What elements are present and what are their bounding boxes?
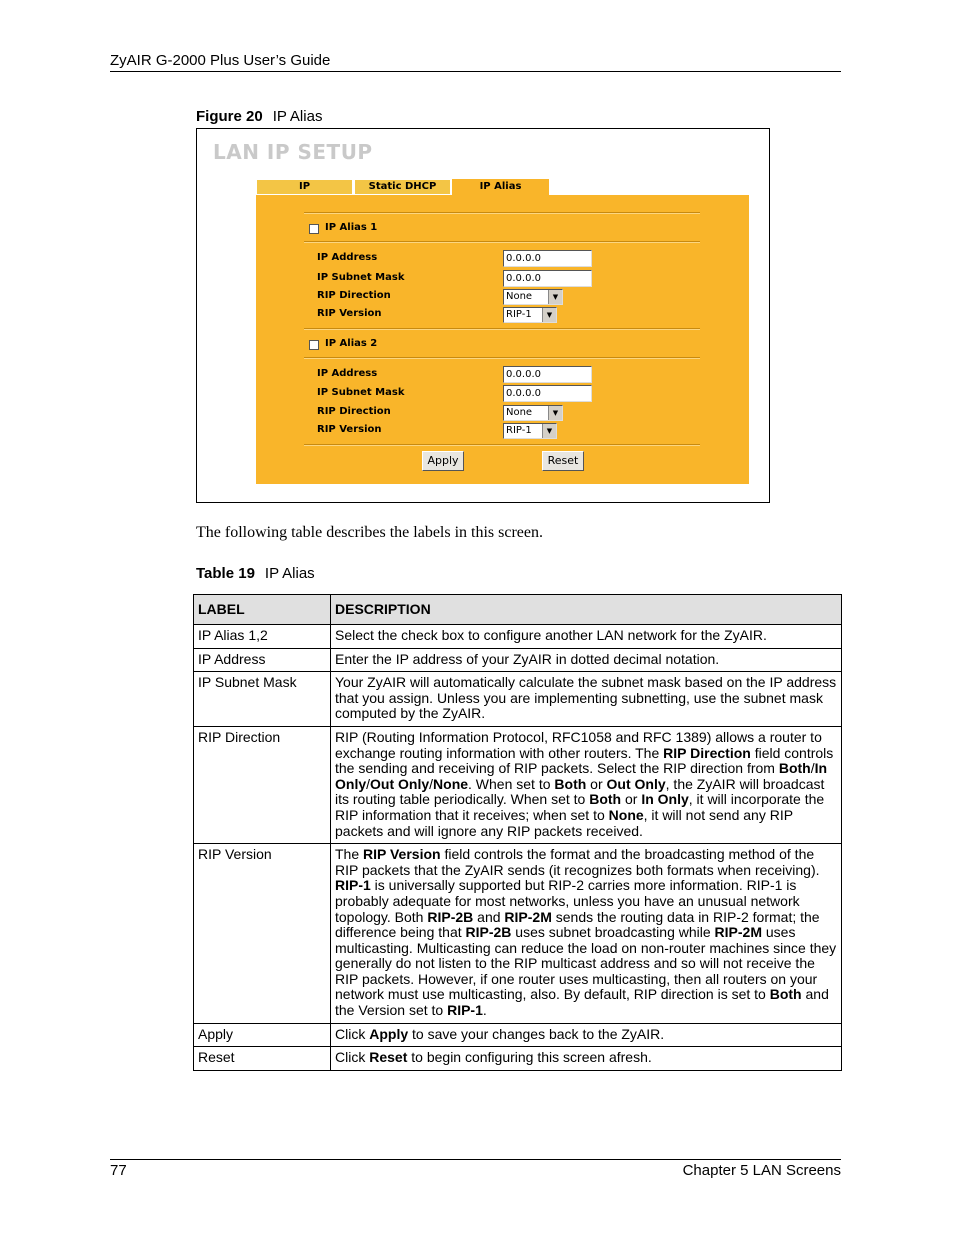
table-row — [194, 1023, 842, 1047]
row-description: RIP (Routing Information Protocol, RFC1058 and RFC 1389) allows a router to exchange routing information with other routers. The RIP Direction field controls the sending and receiving of RIP packets. Select the RIP direction from Both/In Only/Out Only/None. When set to Both or Out Only, the ZyAIR will broadcast its routing table periodically. When set to Both or In Only, it will incorporate the RIP information that it receives; when set to None, it will not send any RIP packets and will ignore any RIP packets received. — [331, 726, 842, 843]
rip-version-label: RIP Version — [317, 308, 382, 319]
chevron-down-icon[interactable]: ▼ — [548, 406, 562, 420]
row-description: Click Apply to save your changes back to the ZyAIR. — [331, 1023, 842, 1047]
tab-ip[interactable]: IP — [256, 179, 353, 195]
ip-alias-1-rip-version-select[interactable] — [503, 307, 557, 323]
rip-direction-label: RIP Direction — [317, 290, 391, 301]
row-description: Select the check box to configure another LAN network for the ZyAIR. — [331, 625, 842, 649]
ip-alias-1-ip-address-input[interactable]: 0.0.0.0 — [503, 250, 592, 267]
divider — [304, 241, 700, 243]
reset-button[interactable]: Reset — [542, 451, 584, 471]
table-caption — [196, 565, 315, 582]
table-row — [194, 844, 842, 1024]
ip-alias-2-label: IP Alias 2 — [325, 338, 378, 349]
label-column-header: LABEL — [194, 595, 331, 625]
figure-title: IP Alias — [272, 108, 323, 125]
chapter-title: Chapter 5 LAN Screens — [682, 1162, 841, 1179]
table-header-row — [194, 595, 842, 625]
tab-ip-alias[interactable]: IP Alias — [452, 179, 549, 195]
ip-alias-1-checkbox[interactable] — [309, 224, 319, 234]
divider — [304, 328, 700, 330]
table-row — [194, 726, 842, 843]
rip-direction-value: None — [506, 407, 533, 418]
row-label: IP Address — [194, 648, 331, 672]
row-label: IP Alias 1,2 — [194, 625, 331, 649]
ip-alias-2-rip-direction-select[interactable] — [503, 405, 563, 421]
row-label: RIP Version — [194, 844, 331, 1024]
row-description: Enter the IP address of your ZyAIR in dotted decimal notation. — [331, 648, 842, 672]
description-column-header: DESCRIPTION — [331, 595, 842, 625]
page-number: 77 — [110, 1162, 127, 1179]
intro-paragraph: The following table describes the labels in this screen. — [196, 524, 544, 541]
subnet-mask-label: IP Subnet Mask — [317, 272, 405, 283]
ip-address-label: IP Address — [317, 252, 378, 263]
rip-version-value: RIP-1 — [506, 425, 532, 436]
ip-alias-2-ip-address-input[interactable]: 0.0.0.0 — [503, 366, 592, 383]
rip-version-label: RIP Version — [317, 424, 382, 435]
rip-version-value: RIP-1 — [506, 309, 532, 320]
divider — [304, 212, 700, 214]
ip-alias-1-rip-direction-select[interactable] — [503, 289, 563, 305]
row-description: The RIP Version field controls the format and the broadcasting method of the RIP packets that the ZyAIR sends (it recognizes both formats when receiving). RIP-1 is universally supported but RIP-2 carries more information. RIP-1 is probably adequate for most networks, unless you have an unusual network topology. Both RIP-2B and RIP-2M sends the routing data in RIP-2 format; the difference being that RIP-2B uses subnet broadcasting while RIP-2M uses multicasting. Multicasting can reduce the load on non-router machines since they generally do not listen to the RIP multicast address and so will not receive the RIP packets. However, if one router uses multicasting, then all routers on your network must use multicasting, also. By default, RIP direction is set to Both and the Version set to RIP-1. — [331, 844, 842, 1024]
figure-caption — [196, 108, 322, 125]
ip-alias-2-subnet-mask-input[interactable]: 0.0.0.0 — [503, 385, 592, 402]
ip-alias-1-subnet-mask-input[interactable]: 0.0.0.0 — [503, 270, 592, 287]
tab-static-dhcp[interactable]: Static DHCP — [354, 179, 451, 195]
table-row — [194, 672, 842, 727]
ip-alias-1-label: IP Alias 1 — [325, 222, 378, 233]
row-description: Your ZyAIR will automatically calculate the subnet mask based on the IP address that you assign. Unless you are implementing subnetting, use the subnet mask computed by the ZyAIR. — [331, 672, 842, 727]
row-label: Reset — [194, 1047, 331, 1071]
row-label: IP Subnet Mask — [194, 672, 331, 727]
footer-divider — [110, 1159, 841, 1160]
header-divider — [110, 71, 841, 72]
ip-alias-2-rip-version-select[interactable] — [503, 423, 557, 439]
table-row — [194, 648, 842, 672]
ip-alias-2-checkbox[interactable] — [309, 340, 319, 350]
divider — [304, 444, 700, 446]
description-table — [193, 594, 842, 1071]
row-label: RIP Direction — [194, 726, 331, 843]
ip-address-label: IP Address — [317, 368, 378, 379]
table-title: IP Alias — [264, 565, 315, 582]
rip-direction-label: RIP Direction — [317, 406, 391, 417]
apply-button[interactable]: Apply — [422, 451, 464, 471]
table-label: Table 19 — [196, 565, 255, 582]
table-row — [194, 1047, 842, 1071]
screen-title: LAN IP SETUP — [213, 140, 373, 164]
row-description: Click Reset to begin configuring this screen afresh. — [331, 1047, 842, 1071]
document-header-title: ZyAIR G-2000 Plus User’s Guide — [110, 52, 331, 69]
chevron-down-icon[interactable]: ▼ — [542, 308, 556, 322]
row-label: Apply — [194, 1023, 331, 1047]
chevron-down-icon[interactable]: ▼ — [542, 424, 556, 438]
table-row — [194, 625, 842, 649]
figure-label: Figure 20 — [196, 108, 263, 125]
chevron-down-icon[interactable]: ▼ — [548, 290, 562, 304]
subnet-mask-label: IP Subnet Mask — [317, 387, 405, 398]
divider — [304, 357, 700, 359]
rip-direction-value: None — [506, 291, 533, 302]
